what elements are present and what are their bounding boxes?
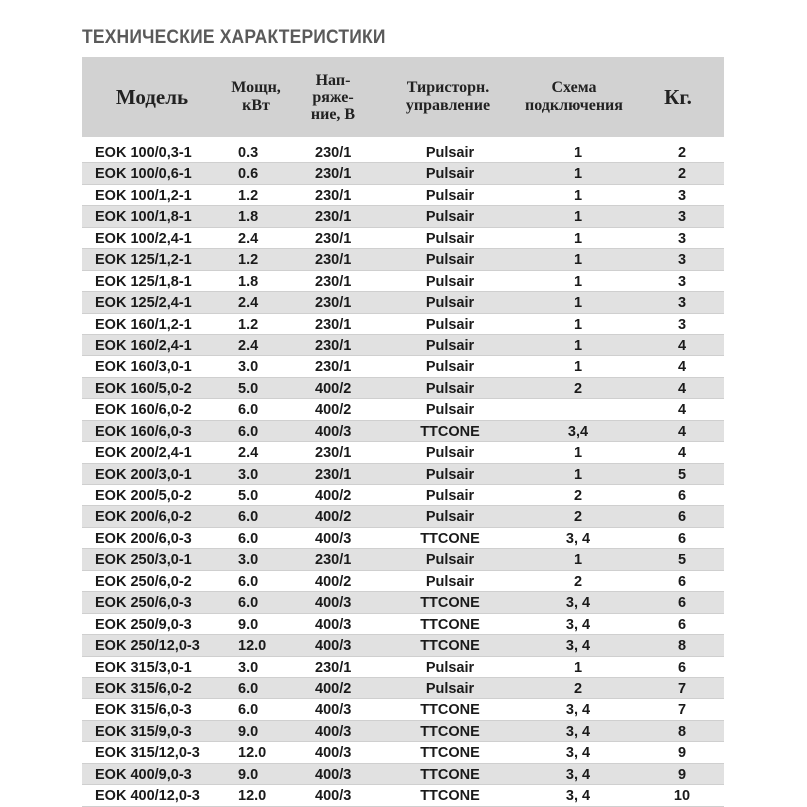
cell-thyristor: Pulsair [425,209,475,226]
cell-voltage: 400/2 [315,509,352,526]
cell-scheme: 3, 4 [565,638,591,655]
header-scheme-line: Схема [551,79,597,96]
cell-scheme: 1 [573,316,583,333]
header-thyristor-line: Тиристорн. [406,79,490,96]
cell-power: 12.0 [238,788,267,805]
cell-voltage: 400/2 [315,380,352,397]
cell-power: 6.0 [238,509,259,526]
cell-voltage: 230/1 [315,209,352,226]
cell-thyristor: Pulsair [425,187,475,204]
header-scheme [518,57,630,137]
cell-voltage: 400/3 [315,702,352,719]
cell-voltage: 230/1 [315,466,352,483]
cell-model: EOK 160/1,2-1 [95,316,192,333]
cell-power: 6.0 [238,595,259,612]
cell-model: EOK 160/5,0-2 [95,380,192,397]
cell-model: EOK 250/6,0-3 [95,595,192,612]
table-row [82,378,724,399]
cell-voltage: 400/3 [315,745,352,762]
table-row [82,356,724,377]
cell-kg: 4 [677,359,687,376]
cell-power: 1.8 [238,273,259,290]
table-row [82,721,724,742]
header-voltage [290,57,376,137]
cell-model: EOK 125/1,8-1 [95,273,192,290]
cell-model: EOK 400/12,0-3 [95,788,200,805]
cell-power: 9.0 [238,723,259,740]
cell-scheme: 3, 4 [565,745,591,762]
table-row [82,249,724,270]
cell-kg: 6 [677,659,687,676]
cell-scheme: 1 [573,359,583,376]
cell-power: 6.0 [238,702,259,719]
cell-power: 5.0 [238,380,259,397]
cell-voltage: 230/1 [315,166,352,183]
table-row [82,635,724,656]
cell-kg: 5 [677,552,687,569]
cell-power: 9.0 [238,616,259,633]
cell-power: 0.6 [238,166,259,183]
cell-kg: 4 [677,402,687,419]
table-row [82,657,724,678]
table-row [82,764,724,785]
cell-thyristor: Pulsair [425,166,475,183]
header-thyristor-line: управление [405,97,491,114]
cell-scheme: 1 [573,552,583,569]
cell-scheme: 1 [573,209,583,226]
cell-model: EOK 100/1,2-1 [95,187,192,204]
table-row [82,206,724,227]
cell-power: 3.0 [238,659,259,676]
cell-voltage: 230/1 [315,252,352,269]
header-scheme-line: подключения [525,97,623,114]
cell-model: EOK 160/2,4-1 [95,337,192,354]
cell-voltage: 400/3 [315,530,352,547]
cell-scheme: 3,4 [567,423,589,440]
cell-kg: 4 [677,337,687,354]
cell-scheme: 1 [573,252,583,269]
cell-model: EOK 100/2,4-1 [95,230,192,247]
table-row [82,785,724,806]
cell-power: 6.0 [238,680,259,697]
cell-kg: 9 [677,766,687,783]
cell-thyristor: Pulsair [425,659,475,676]
cell-model: EOK 200/2,4-1 [95,445,192,462]
cell-power: 12.0 [238,745,267,762]
table-row [82,335,724,356]
header-voltage-line: ряже- [312,88,354,106]
cell-power: 2.4 [238,337,259,354]
cell-kg: 7 [677,680,687,697]
cell-power: 5.0 [238,488,259,504]
cell-model: EOK 160/6,0-2 [95,402,192,419]
cell-thyristor: TTCONE [420,638,480,655]
cell-scheme: 2 [573,680,583,697]
cell-power: 2.4 [238,230,259,247]
cell-kg: 10 [673,788,691,805]
cell-model: EOK 250/12,0-3 [95,638,200,655]
cell-voltage: 230/1 [315,337,352,354]
cell-scheme: 1 [573,445,583,462]
cell-kg: 7 [677,702,687,719]
table-body [82,142,724,807]
cell-scheme: 1 [573,145,583,161]
table-header [82,57,724,137]
cell-voltage: 230/1 [315,295,352,312]
cell-thyristor: Pulsair [425,145,475,161]
cell-power: 0.3 [238,145,259,161]
cell-voltage: 230/1 [315,445,352,462]
cell-scheme: 2 [573,509,583,526]
cell-scheme: 2 [573,488,583,504]
cell-kg: 9 [677,745,687,762]
table-row [82,142,724,163]
cell-model: EOK 100/1,8-1 [95,209,192,226]
cell-scheme: 1 [573,466,583,483]
header-voltage-line: Нап- [315,71,351,89]
cell-kg: 5 [677,466,687,483]
table-row [82,421,724,442]
cell-kg: 4 [677,445,687,462]
cell-thyristor: Pulsair [425,273,475,290]
cell-power: 1.2 [238,187,259,204]
cell-power: 2.4 [238,445,259,462]
cell-thyristor: Pulsair [425,252,475,269]
cell-thyristor: TTCONE [420,423,480,440]
cell-power: 6.0 [238,402,259,419]
cell-thyristor: Pulsair [425,680,475,697]
cell-thyristor: Pulsair [425,488,475,504]
table-row [82,549,724,570]
table-row [82,314,724,335]
cell-thyristor: Pulsair [425,402,475,419]
cell-model: EOK 160/3,0-1 [95,359,192,376]
cell-voltage: 400/2 [315,680,352,697]
header-power-line: кВт [242,97,270,114]
cell-power: 9.0 [238,766,259,783]
cell-kg: 3 [677,295,687,312]
cell-voltage: 230/1 [315,359,352,376]
cell-kg: 3 [677,273,687,290]
cell-kg: 3 [677,209,687,226]
cell-thyristor: TTCONE [420,616,480,633]
cell-thyristor: TTCONE [420,702,480,719]
cell-thyristor: TTCONE [420,595,480,612]
cell-scheme: 3, 4 [565,530,591,547]
cell-scheme: 3, 4 [565,616,591,633]
cell-voltage: 230/1 [315,659,352,676]
cell-power: 3.0 [238,552,259,569]
cell-thyristor: TTCONE [420,530,480,547]
cell-thyristor: Pulsair [425,359,475,376]
table-row [82,185,724,206]
header-thyristor [378,57,518,137]
cell-power: 6.0 [238,530,259,547]
cell-kg: 6 [677,595,687,612]
table-row [82,271,724,292]
cell-thyristor: Pulsair [425,380,475,397]
cell-voltage: 400/3 [315,788,352,805]
cell-power: 1.8 [238,209,259,226]
table-row [82,571,724,592]
cell-kg: 3 [677,230,687,247]
cell-model: EOK 125/1,2-1 [95,252,192,269]
cell-voltage: 400/3 [315,595,352,612]
cell-model: EOK 200/3,0-1 [95,466,192,483]
cell-scheme: 3, 4 [565,723,591,740]
cell-voltage: 230/1 [315,230,352,247]
cell-voltage: 400/2 [315,488,352,504]
cell-voltage: 400/3 [315,616,352,633]
cell-scheme: 1 [573,230,583,247]
cell-scheme: 1 [573,337,583,354]
table-row [82,464,724,485]
cell-model: EOK 250/3,0-1 [95,552,192,569]
cell-thyristor: TTCONE [420,788,480,805]
cell-kg: 6 [677,616,687,633]
cell-model: EOK 200/5,0-2 [95,488,192,504]
cell-voltage: 230/1 [315,145,352,161]
cell-scheme: 2 [573,573,583,590]
cell-kg: 4 [677,423,687,440]
table-row [82,485,724,506]
cell-power: 1.2 [238,316,259,333]
table-row [82,292,724,313]
table-row [82,614,724,635]
cell-scheme: 3, 4 [565,766,591,783]
table-row [82,528,724,549]
cell-kg: 4 [677,380,687,397]
cell-kg: 2 [677,166,687,183]
cell-model: EOK 200/6,0-2 [95,509,192,526]
cell-power: 2.4 [238,295,259,312]
cell-thyristor: TTCONE [420,723,480,740]
cell-scheme: 3, 4 [565,595,591,612]
cell-model: EOK 315/6,0-3 [95,702,192,719]
cell-power: 3.0 [238,466,259,483]
cell-thyristor: TTCONE [420,745,480,762]
table-row [82,592,724,613]
cell-thyristor: Pulsair [425,573,475,590]
cell-scheme: 1 [573,295,583,312]
header-power [222,57,290,137]
cell-kg: 6 [677,530,687,547]
cell-model: EOK 315/3,0-1 [95,659,192,676]
cell-scheme: 3, 4 [565,702,591,719]
table-row [82,699,724,720]
table-row [82,742,724,763]
cell-scheme [522,399,634,419]
cell-kg: 2 [677,145,687,161]
table-row [82,442,724,463]
cell-voltage: 400/3 [315,723,352,740]
cell-scheme: 1 [573,166,583,183]
cell-thyristor: Pulsair [425,316,475,333]
cell-thyristor: Pulsair [425,445,475,462]
table-row [82,678,724,699]
cell-thyristor: Pulsair [425,295,475,312]
cell-thyristor: TTCONE [420,766,480,783]
cell-model: EOK 315/9,0-3 [95,723,192,740]
cell-thyristor: Pulsair [425,466,475,483]
table-row [82,399,724,420]
cell-scheme: 3, 4 [565,788,591,805]
cell-model: EOK 250/9,0-3 [95,616,192,633]
table-row [82,163,724,184]
header-kg: Кг. [664,85,692,109]
cell-thyristor: Pulsair [425,552,475,569]
cell-voltage: 400/2 [315,573,352,590]
cell-model: EOK 315/6,0-2 [95,680,192,697]
cell-power: 3.0 [238,359,259,376]
cell-kg: 8 [677,638,687,655]
page-title: ТЕХНИЧЕСКИЕ ХАРАКТЕРИСТИКИ [82,27,386,48]
spec-table [82,57,724,807]
cell-model: EOK 125/2,4-1 [95,295,192,312]
cell-model: EOK 160/6,0-3 [95,423,192,440]
cell-kg: 6 [677,488,687,504]
cell-kg: 6 [677,573,687,590]
cell-kg: 3 [677,316,687,333]
cell-scheme: 1 [573,273,583,290]
cell-power: 6.0 [238,573,259,590]
cell-thyristor: Pulsair [425,337,475,354]
cell-model: EOK 200/6,0-3 [95,530,192,547]
cell-kg: 3 [677,252,687,269]
cell-power: 6.0 [238,423,259,440]
cell-voltage: 400/3 [315,423,352,440]
cell-kg: 3 [677,187,687,204]
cell-scheme: 2 [573,380,583,397]
header-power-line: Мощн, [231,79,281,96]
cell-thyristor: Pulsair [425,509,475,526]
header-voltage-line: ние, В [310,105,356,123]
cell-kg: 6 [677,509,687,526]
cell-voltage: 400/2 [315,402,352,419]
table-row [82,506,724,527]
cell-voltage: 400/3 [315,638,352,655]
header-model: Модель [115,85,189,109]
cell-thyristor: Pulsair [425,230,475,247]
cell-scheme: 1 [573,659,583,676]
cell-voltage: 230/1 [315,187,352,204]
cell-power: 12.0 [238,638,267,655]
cell-voltage: 400/3 [315,766,352,783]
cell-model: EOK 100/0,3-1 [95,145,192,161]
cell-voltage: 230/1 [315,552,352,569]
cell-power: 1.2 [238,252,259,269]
table-row [82,228,724,249]
cell-model: EOK 315/12,0-3 [95,745,200,762]
cell-voltage: 230/1 [315,316,352,333]
cell-voltage: 230/1 [315,273,352,290]
cell-model: EOK 400/9,0-3 [95,766,192,783]
cell-kg: 8 [677,723,687,740]
cell-model: EOK 250/6,0-2 [95,573,192,590]
cell-model: EOK 100/0,6-1 [95,166,192,183]
cell-scheme: 1 [573,187,583,204]
